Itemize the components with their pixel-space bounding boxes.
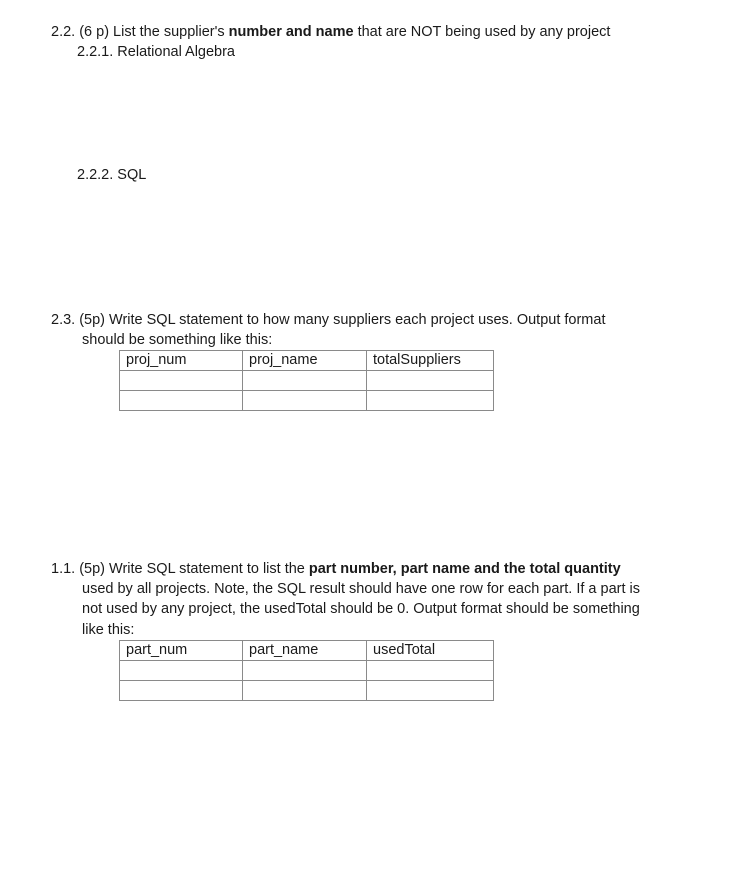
header-part-num: part_num: [120, 641, 243, 661]
question-1-1-line4: like this:: [82, 622, 135, 638]
table-cell: [243, 681, 367, 701]
header-proj-num: proj_num: [120, 351, 243, 371]
header-part-name: part_name: [243, 641, 367, 661]
q22-bold: number and name: [228, 24, 354, 40]
table-cell: [120, 681, 243, 701]
table-cell: [243, 371, 367, 391]
table-row: [120, 391, 494, 411]
table-header-row: [120, 351, 494, 371]
question-2-2-heading: [51, 22, 610, 42]
table-row: [120, 661, 494, 681]
table-cell: [120, 661, 243, 681]
table-row: [120, 371, 494, 391]
table-cell: [120, 371, 243, 391]
subheading-2-2-1: 2.2.1. Relational Algebra: [77, 44, 235, 60]
q22-prefix: 2.2. (6 p) List the supplier's: [51, 24, 229, 40]
header-proj-name: proj_name: [243, 351, 367, 371]
table-header-row: [120, 641, 494, 661]
header-used-total: usedTotal: [367, 641, 494, 661]
table-cell: [367, 681, 494, 701]
header-total-suppliers: totalSuppliers: [367, 351, 494, 371]
table-cell: [367, 661, 494, 681]
table-row: [120, 681, 494, 701]
part-usage-table: [119, 640, 494, 701]
project-suppliers-table: [119, 350, 494, 411]
subheading-2-2-2: 2.2.2. SQL: [77, 167, 147, 183]
q22-suffix: that are NOT being used by any project: [353, 24, 611, 40]
table-cell: [367, 371, 494, 391]
question-2-3-line2: should be something like this:: [82, 332, 273, 348]
table-cell: [367, 391, 494, 411]
table-cell: [243, 391, 367, 411]
question-1-1-line3: not used by any project, the usedTotal should be 0. Output format should be something: [82, 601, 640, 617]
table-cell: [120, 391, 243, 411]
question-1-1-line1: [51, 559, 621, 579]
question-2-3-line1: 2.3. (5p) Write SQL statement to how many suppliers each project uses. Output format: [51, 312, 606, 328]
table-cell: [243, 661, 367, 681]
q11-bold: part number, part name and the total quantity: [308, 561, 621, 577]
question-1-1-line2: used by all projects. Note, the SQL result should have one row for each part. If a part is: [82, 581, 641, 597]
q11-prefix: 1.1. (5p) Write SQL statement to list the: [51, 561, 309, 577]
